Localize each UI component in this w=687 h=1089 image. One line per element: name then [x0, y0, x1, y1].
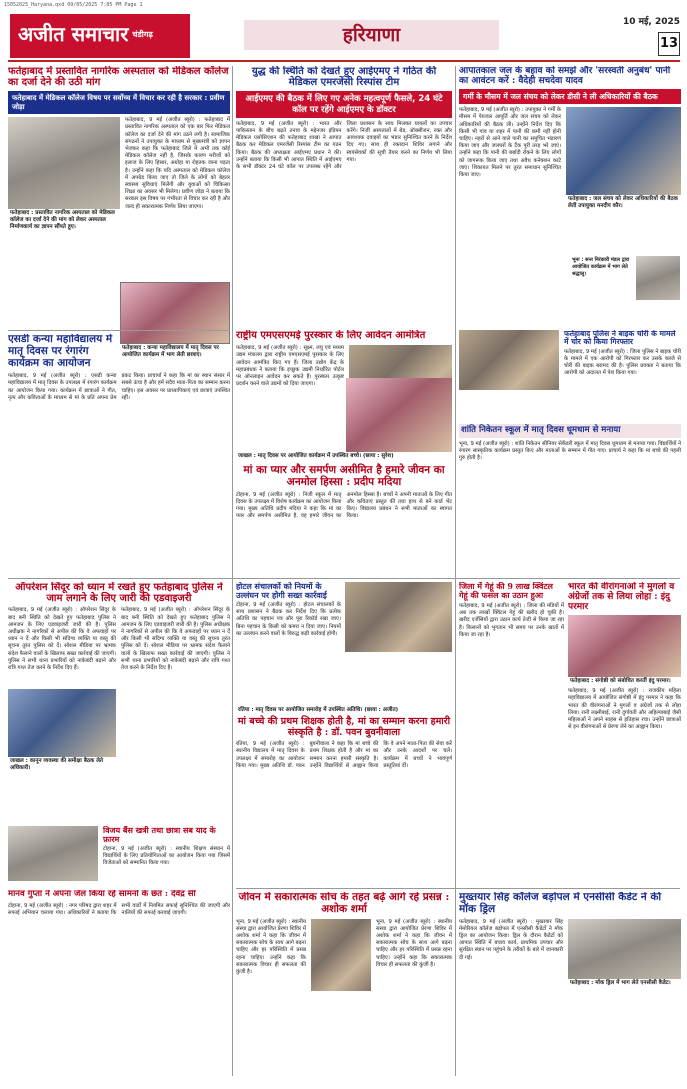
story-ima-team	[236, 66, 452, 324]
column-rule	[232, 66, 233, 1076]
headline: जिला में गेहूं की 9 लाख क्विंटल गेहूं की फसल का उठान हुआ	[459, 582, 553, 600]
masthead	[8, 12, 680, 62]
headline: विजय बैंस खत्री तथा छात्रा सब याद के फ़ारम	[103, 826, 216, 844]
headline: मुख्तयार सिंह कॉलेज बड़ोपल में एनसीसी कैडेट ने की मॉक ड्रिल	[459, 892, 662, 915]
brand-city: चंडीगढ़	[132, 29, 153, 39]
story-ncc-mock-drill	[459, 892, 681, 1080]
news-photo	[568, 615, 681, 677]
photo-caption: भूना : सन्त निरंकारी मंडल द्वारा आयोजित कार्यक्रम में भाग लेते श्रद्धालु।	[570, 256, 680, 279]
news-photo	[636, 256, 680, 300]
row-rule	[8, 330, 230, 331]
article-body-continued: फतेहाबाद, 9 मई (अजीत ब्यूरो) : ऑपरेशन सिंदूर के बाद बनी स्थिति को देखते हुए फतेहाबाद पुलिस ने आमजन के लिए एडवाइजरी जारी की है। पुलिस अधीक्षक ने नागरिकों से अपील की कि वे अफवाहों पर ध्यान न दें और किसी भी संदिग्ध व्यक्ति या वस्तु की सूचना तुरंत पुलिस को दें। सोशल मीडिया पर भ्रामक संदेश फैलाने वालों के खिलाफ सख्त कार्रवाई की जाएगी। पुलिस ने सभी थाना प्रभारियों को नाकेबंदी बढ़ाने और रात्रि गश्त तेज करने के निर्देश दिए हैं।	[121, 607, 230, 671]
article-body: टोहाना, 9 मई (अजीत ब्यूरो) : होटल संचालकों के साथ प्रशासन ने बैठक कर निर्देश दिए कि प्रत्येक अतिथि का पहचान पत्र और पूरा रिकॉर्ड रखा जाए। बिना पहचान के किसी को कमरा न दिया जाए। नियमों का उल्लंघन करने वालों के विरुद्ध कड़ी कार्रवाई होगी।	[236, 601, 341, 637]
news-photo	[345, 582, 452, 652]
photo-caption: रतिया : मातृ दिवस पर आयोजित समारोह में उपस्थित अतिथि। (छाया : अजीत)	[236, 706, 452, 715]
article-body: फतेहाबाद, 9 मई (अजीत ब्यूरो) : राजकीय महिला महाविद्यालय में आयोजित संगोष्ठी में इंदु परमार ने कहा कि भारत की वीरांगनाओं ने मुगलों व अंग्रेजों तक से लोहा लिया। रानी लक्ष्मीबाई, रानी दुर्गावती और अहिल्याबाई जैसी महिलाओं ने अपने साहस से इतिहास रचा। उन्होंने छात्राओं से इन वीरांगनाओं से प्रेरणा लेने का आह्वान किया।	[568, 688, 681, 731]
story-positive-thinking	[236, 892, 452, 1080]
story-operation-sindoor	[8, 582, 230, 822]
story-veerangana	[568, 582, 681, 832]
article-body: भूना, 9 मई (अजीत ब्यूरो) : शांति निकेतन सीनियर सेकेंडरी स्कूल में मातृ दिवस धूमधाम से मनाया गया। विद्यार्थियों ने रंगारंग सांस्कृतिक कार्यक्रम प्रस्तुत किए और माताओं के सम्मान में गीत गाए। प्राचार्य ने कहा कि मां बच्चे की पहली गुरु होती है।	[459, 440, 681, 461]
photo-caption: फतेहाबाद : प्रस्तावित नागरिक अस्पताल को मेडिकल कॉलेज का दर्जा देने की मांग को लेकर अस्पताल निर्माणकार्य का ज्ञापन सौंपते हुए।	[8, 209, 120, 232]
headline: मानव गुप्ता ने अपना जेल किया रहे सामनो के छत : देवेंद्र सी	[8, 890, 196, 899]
photo-caption: फतेहाबाद : मॉक ड्रिल में भाग लेते एनसीसी कैडेट।	[568, 979, 681, 988]
photo-caption: जाखल : मातृ दिवस पर आयोजित कार्यक्रम में उपस्थित बच्चे। (छाया : सुरेश)	[236, 452, 452, 461]
article-body: टोहाना, 9 मई (अजीत ब्यूरो) : नगर परिषद द्वारा शहर में सफाई अभियान चलाया गया। अधिकारियों ने बताया कि सभी वार्डों में नियमित सफाई सुनिश्चित की जाएगी और नालियों की सफाई करवाई जाएगी।	[8, 902, 230, 916]
headline: फतेहाबाद में प्रस्तावित नागरिक अस्पताल को मेडिकल कॉलेज का दर्जा देने की उठी मांग	[8, 66, 229, 89]
row-rule	[236, 888, 680, 889]
story-mothers-day-college	[8, 334, 230, 514]
article-body: फतेहाबाद, 9 मई (अजीत ब्यूरो) : जिला पुलिस ने बाइक चोरी के मामले में एक आरोपी को गिरफ्तार कर उसके कब्जे से चोरी की बाइक बरामद की है। पुलिस प्रवक्ता ने बताया कि आरोपी को अदालत में पेश किया गया।	[564, 348, 681, 377]
article-body: फतेहाबाद, 9 मई (अजीत ब्यूरो) : एसडी कन्या महाविद्यालय में मातृ दिवस के उपलक्ष्य में रंगारंग कार्यक्रम का आयोजन किया गया। कार्यक्रम में छात्राओं ने गीत, नृत्य और कविताओं के माध्यम से मां के प्रति अपना प्रेम प्रकट किया। प्राचार्या ने कहा कि मां का स्थान संसार में सबसे ऊंचा है और हमें सदैव माता-पिता का सम्मान करना चाहिए। इस अवसर पर प्राध्यापिकाएं एवं छात्राएं उपस्थित रहीं।	[8, 373, 230, 401]
story-wheat-lifting	[459, 582, 564, 832]
headline: भारत की वीरांगनाओं ने मुगलों व अंग्रेजों तक से लिया लोहा : इंदु परमार	[568, 582, 675, 613]
photo-caption: फतेहाबाद : संगोष्ठी को संबोधित करतीं इंदु परमार।	[568, 677, 681, 686]
page-number: 13	[658, 32, 680, 56]
headline: शांति निकेतन स्कूल में मातृ दिवस धूमधाम से मनाया	[459, 424, 681, 438]
photo-caption: जाखल : कानून व्यवस्था की समीक्षा बैठक लेते अधिकारी।	[8, 757, 116, 773]
article-body: फतेहाबाद, 9 मई (अजीत ब्यूरो) : उपायुक्त ने गर्मी के मौसम में पेयजल आपूर्ति और जल संचय को लेकर अधिकारियों की बैठक ली। उन्होंने निर्देश दिए कि किसी भी गांव या शहर में पानी की कमी नहीं होनी चाहिए। नहरों से आने वाले पानी का समुचित भंडारण किया जाए और जलघरों के टैंक पूरी तरह भरे जाएं। उन्होंने कहा कि पानी की बर्बादी रोकने के लिए लोगों को जागरूक किया जाए तथा अवैध कनेक्शन काटे जाएं। शिकायत मिलने पर तुरंत समाधान सुनिश्चित किया जाए।	[459, 107, 561, 178]
story-mother-teacher	[236, 706, 452, 886]
news-photo	[568, 919, 681, 979]
column-rule	[455, 66, 456, 1076]
headline: जीवन में सकारात्मक सोच के तहत बढ़ें आगे रहे प्रसन्न : अशोक शर्मा	[238, 892, 450, 915]
article-body: फतेहाबाद, 9 मई (अजीत ब्यूरो) : जिला की मंडियों में अब तक लाखों क्विंटल गेहूं की खरीद हो चुकी है। खरीद एजेंसियों द्वारा उठान कार्य तेजी से किया जा रहा है। किसानों को भुगतान भी समय पर उनके खातों में किया जा रहा है।	[459, 602, 564, 638]
news-photo	[346, 378, 452, 452]
issue-date: 10 मई, 2025	[622, 17, 680, 27]
story-shanti-niketan	[459, 424, 681, 534]
brand-logo	[10, 14, 190, 58]
article-body: फतेहाबाद, 9 मई (अजीत ब्यूरो) : फतेहाबाद में प्रस्तावित नागरिक अस्पताल को एक बार फिर मेडिकल कॉलेज का दर्जा देने की मांग उठने लगी है। सामाजिक संगठनों ने उपायुक्त के माध्यम से मुख्यमंत्री को ज्ञापन भेजकर कहा कि फतेहाबाद जिले में अभी तक कोई मेडिकल कॉलेज नहीं है, जिसके कारण मरीजों को इलाज के लिए हिसार, अग्रोहा या रोहतक जाना पड़ता है। उन्होंने कहा कि यदि अस्पताल को मेडिकल कॉलेज में अपग्रेड किया जाए तो जिले के लोगों को बेहतर स्वास्थ्य सुविधाएं मिलेंगी और युवाओं को चिकित्सा शिक्षा का अवसर भी मिलेगा। प्रवीण जोड़ा ने बताया कि सरकार इस विषय पर गंभीरता से विचार कर रही है और जल्द ही सकारात्मक निर्णय लिया जाएगा।	[125, 117, 230, 210]
headline: आपातकाल जल के बहाव को समझें और 'सरस्वती अनुबंध' पानी का आवंटन करें : वैदेही सचदेवा यादव	[459, 66, 671, 87]
headline: युद्ध की स्थिति को देखते हुए आईएमए ने गठित की मेडिकल एमरजेंसी रिस्पांस टीम	[251, 66, 437, 89]
article-body: टोहाना, 9 मई (अजीत ब्यूरो) : निजी स्कूल में मातृ दिवस के उपलक्ष्य में विशेष कार्यक्रम का आयोजन किया गया। मुख्य अतिथि प्रदीप मदिया ने कहा कि मां का प्यार और समर्पण असीमित है, वह हमारे जीवन का अनमोल हिस्सा है। बच्चों ने अपनी माताओं के लिए गीत और कविताएं प्रस्तुत कीं तथा हाथ से बने कार्ड भेंट किए। विद्यालय प्रबंधन ने सभी माताओं का स्वागत किया।	[236, 491, 452, 520]
news-photo	[8, 689, 116, 757]
news-photo	[8, 826, 98, 881]
headline: एसडी कन्या महाविद्यालय में मातृ दिवस पर रंगारंग कार्यक्रम का आयोजन	[8, 334, 113, 369]
news-photo	[566, 107, 681, 195]
story-hotel-rules	[236, 582, 341, 702]
headline: ऑपरेशन सिंदूर को ध्यान में रखते हुए फतेहाबाद पुलिस ने जाम लगाने के लिए जारी की एडवाइजरी	[15, 582, 223, 605]
row-rule	[8, 578, 680, 579]
article-body: टोहाना, 9 मई (अजीत ब्यूरो) : स्थानीय शिक्षण संस्थान में विद्यार्थियों के लिए प्रतियोगिताओं का आयोजन किया गया जिसमें विजेताओं को सम्मानित किया गया।	[103, 845, 230, 867]
story-bike-theft	[459, 330, 681, 420]
story-bar: फतेहाबाद में मेडिकल कॉलेज विषय पर सर्वोच्च में विचार कर रही है सरकार : प्रवीण जोड़ा	[8, 91, 230, 114]
section-title: हरियाणा	[244, 20, 499, 50]
story-manav-gupta	[8, 890, 230, 1080]
headline: मां बच्चे की प्रथम शिक्षक होती है, मां का सम्मान करना हमारी संस्कृति है : डॉ. पवन बुवनीवाला	[237, 716, 451, 738]
headline: होटल संचालकों को नियमों के उल्लंघन पर होगी सख्त कार्रवाई	[236, 582, 327, 600]
article-body: भूना, 9 मई (अजीत ब्यूरो) : स्थानीय संस्था द्वारा आयोजित प्रेरणा शिविर में अशोक शर्मा ने कहा कि जीवन में सकारात्मक सोच के साथ आगे बढ़ना चाहिए और हर परिस्थिति में प्रसन्न रहना चाहिए। उन्होंने कहा कि सकारात्मक विचार ही सफलता की कुंजी है।	[236, 918, 306, 975]
photo-caption: फतेहाबाद : जल संचय को लेकर अधिकारियों की बैठक लेतीं उपायुक्त मनदीप कौर।	[566, 195, 681, 211]
article-body-continued: भूना, 9 मई (अजीत ब्यूरो) : स्थानीय संस्था द्वारा आयोजित प्रेरणा शिविर में अशोक शर्मा ने कहा कि जीवन में सकारात्मक सोच के साथ आगे बढ़ना चाहिए और हर परिस्थिति में प्रसन्न रहना चाहिए। उन्होंने कहा कि सकारात्मक विचार ही सफलता की कुंजी है।	[376, 918, 452, 968]
story-mothers-love	[236, 378, 452, 576]
print-strip: 15052025_Haryana.qxd 09/05/2025 7:05 PM Page 1	[4, 2, 143, 8]
story-vijay-bains	[8, 826, 230, 886]
article-body: रतिया, 9 मई (अजीत ब्यूरो) : स्थानीय विद्यालय में मातृ दिवस के उपलक्ष्य में समारोह का आयोजन किया गया। मुख्य अतिथि डॉ. पवन बुवनीवाला ने कहा कि मां बच्चे की प्रथम शिक्षक होती है और मां का सम्मान करना हमारी संस्कृति है। उन्होंने विद्यार्थियों से आह्वान किया कि वे अपने माता-पिता की सेवा करें और उनके आदर्शों पर चलें। कार्यक्रम में बच्चों ने भावपूर्ण प्रस्तुतियां दीं।	[236, 741, 452, 769]
story-bar: आईएमए की बैठक में लिए गए अनेक महत्वपूर्ण फैसले, 24 घंटे कॉल पर रहेंगे आईएमए के डॉक्टर	[236, 91, 452, 117]
story-bar: गर्मी के मौसम में जल संचय को लेकर डीसी ने ली अधिकारियों की बैठक	[459, 89, 681, 104]
news-photo	[8, 117, 120, 209]
article-body: फतेहाबाद, 9 मई (अजीत ब्यूरो) : ऑपरेशन सिंदूर के बाद बनी स्थिति को देखते हुए फतेहाबाद पुलिस ने आमजन के लिए एडवाइजरी जारी की है। पुलिस अधीक्षक ने नागरिकों से अपील की कि वे अफवाहों पर ध्यान न दें और किसी भी संदिग्ध व्यक्ति या वस्तु की सूचना तुरंत पुलिस को दें। सोशल मीडिया पर भ्रामक संदेश फैलाने वालों के खिलाफ सख्त कार्रवाई की जाएगी। पुलिस ने सभी थाना प्रभारियों को नाकेबंदी बढ़ाने और रात्रि गश्त तेज करने के निर्देश दिए हैं।	[8, 607, 116, 671]
headline: फतेहाबाद पुलिस ने बाइक चोरी के मामले में चोर को किया गिरफ्तार	[564, 330, 676, 347]
headline: मां का प्यार और समर्पण असीमित है हमारे जीवन का अनमोल हिस्सा : प्रदीप मदिया	[243, 464, 445, 488]
article-body: फतेहाबाद, 9 मई (अजीत ब्यूरो) : मुख्तयार सिंह मेमोरियल कॉलेज बड़ोपल में एनसीसी कैडेटों ने मॉक ड्रिल का आयोजन किया। ड्रिल के दौरान कैडेटों को आपात स्थिति में बचाव कार्य, प्राथमिक उपचार और सुरक्षित स्थान पर पहुंचने के तरीकों के बारे में जानकारी दी गई।	[459, 918, 563, 961]
brand-name: अजीत समाचार	[18, 22, 129, 46]
news-photo	[459, 330, 559, 390]
photo-block	[345, 582, 452, 652]
article-body: फतेहाबाद, 9 मई (अजीत ब्यूरो) : सूक्ष्म, लघु एवं मध्यम उद्यम मंत्रालय द्वारा राष्ट्रीय एमएसएमई पुरस्कार के लिए आवेदन आमंत्रित किए गए हैं। जिला उद्योग केंद्र के महाप्रबंधक ने बताया कि इच्छुक उद्यमी निर्धारित पोर्टल पर ऑनलाइन आवेदन कर सकते हैं। पुरस्कार उत्कृष्ट प्रदर्शन करने वाले उद्यमों को दिया जाएगा।	[236, 345, 344, 388]
headline: राष्ट्रीय एमएसएमई पुरस्कार के लिए आवेदन आमंत्रित	[236, 330, 426, 341]
side-photo-block	[570, 256, 680, 326]
portrait-photo	[311, 919, 371, 991]
photo-caption: फतेहाबाद : कन्या महाविद्यालय में मातृ दिवस पर आयोजित कार्यक्रम में भाग लेती छात्राएं।	[120, 344, 230, 360]
article-body: फतेहाबाद, 9 मई (अजीत ब्यूरो) : भारत और पाकिस्तान के बीच बढ़ते तनाव के मद्देनजर इंडियन मेडिकल एसोसिएशन की फतेहाबाद शाखा ने आपात बैठक कर मेडिकल एमरजेंसी रिस्पांस टीम का गठन किया। बैठक की अध्यक्षता आईएमए प्रधान ने की। उन्होंने बताया कि किसी भी आपात स्थिति में आईएमए के सभी डॉक्टर 24 घंटे कॉल पर उपलब्ध रहेंगे और जिला प्रशासन के साथ मिलकर घायलों का उपचार करेंगे। निजी अस्पतालों में बेड, ऑक्सीजन, रक्त और आवश्यक दवाइयों का भंडार सुनिश्चित करने के निर्देश दिए गए। साथ ही रक्तदान शिविर लगाने और स्वयंसेवकों की सूची तैयार करने का निर्णय भी लिया गया।	[236, 120, 452, 170]
